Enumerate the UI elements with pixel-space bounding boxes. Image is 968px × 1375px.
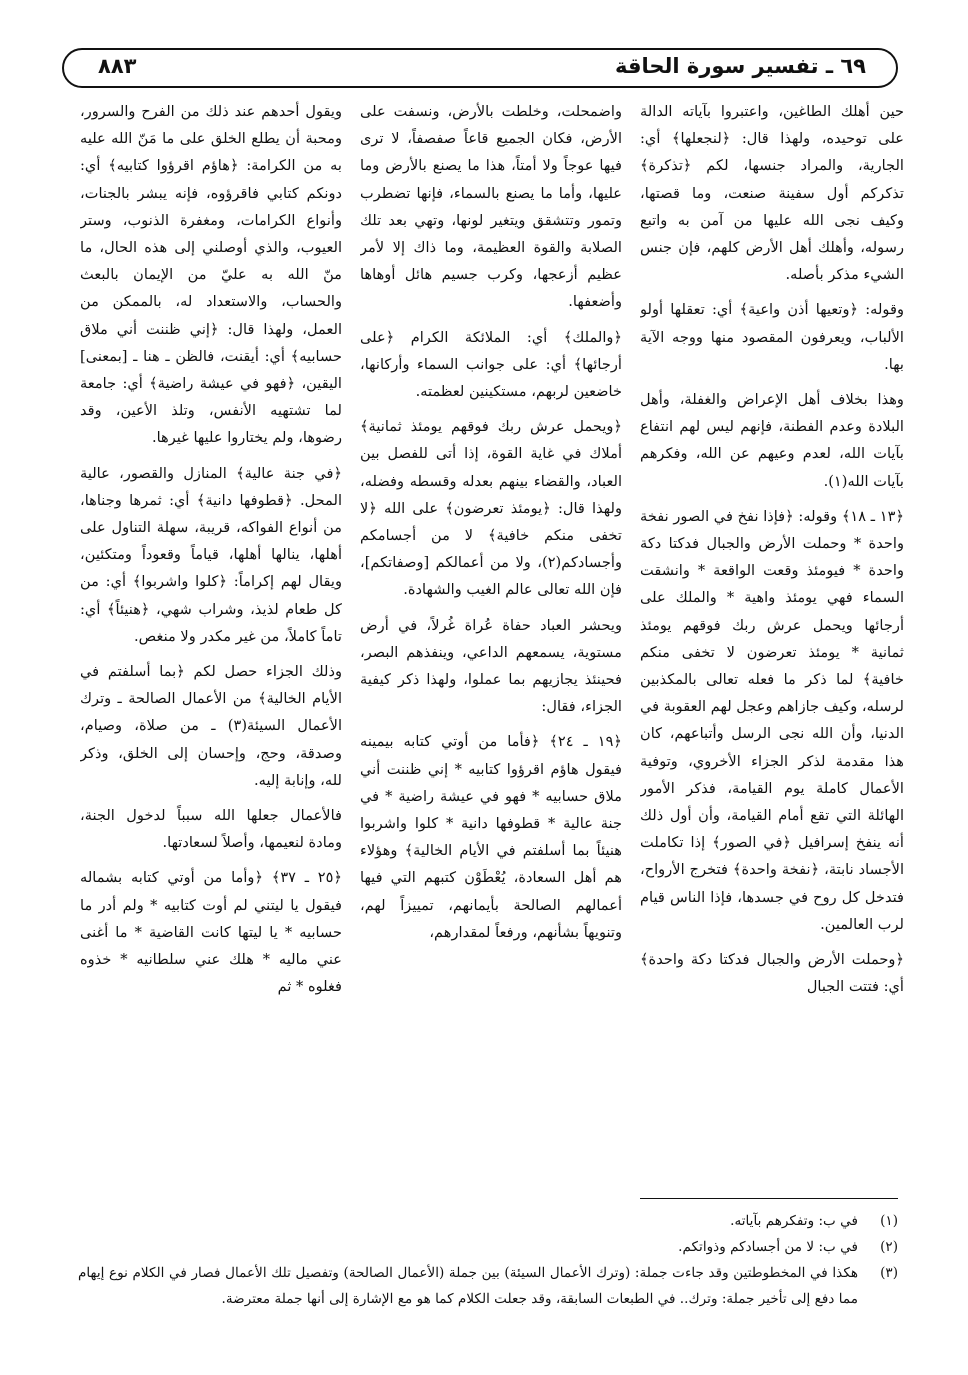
paragraph: فالأعمال جعلها الله سبباً لدخول الجنة، ومادة لنعيمها، وأصلاً لسعادتها. xyxy=(80,807,342,852)
paragraph: وقوله: ﴿وتعيها أذن واعية﴾ أي: تعقلها أولو الألباب، ويعرفون المقصود منها ووجه الآية بها. xyxy=(640,301,904,373)
running-title: ٦٩ ـ تفسير سورة الحاقة xyxy=(615,54,866,78)
paragraph: حين أهلك الطاغين، واعتبروا بآياته الدالة على توحيده، ولهذا قال: ﴿لنجعلها﴾ أي: الجارية، والمراد جنسها، لكم ﴿تذكرة﴾ تذكركم أول سفينة صنعت، وما قصتها، وكيف نجى الله عليها من آمن به واتبع رسوله، وأهلك أهل الأرض كلهم، فإن جنس الشيء مذكر بأصله. xyxy=(640,103,904,284)
paragraph: ﴿٢٥ ـ ٣٧﴾ ﴿وأما من أوتي كتابه بشماله فيقول يا ليتني لم أوت كتابيه * ولم أدر ما حسابيه * يا ليتها كانت القاضية * ما أغنى عني ماليه * هلك عني سلطانيه * خذوه فغلوه * ثم xyxy=(80,869,342,996)
paragraph: ﴿في جنة عالية﴾ المنازل والقصور، عالية المحل. ﴿قطوفها دانية﴾ أي: ثمرها وجناها، من أنواع الفواكه، قريبة، سهلة التناول على أهلها، ينالها أهلها، قياماً وقعوداً ومتكئين، ويقال لهم إكراماً: ﴿كلوا واشربوا﴾ أي: من كل طعام لذيذ، وشراب شهي، ﴿هنيئاً﴾ أي: تاماً كاملاً، من غير مكدر ولا منغص. xyxy=(80,464,342,645)
footnote-text: في ب: وتفكرهم بآياته. xyxy=(730,1213,858,1229)
footnotes xyxy=(78,1208,898,1312)
paragraph: ﴿١٩ ـ ٢٤﴾ ﴿فأما من أوتي كتابه بيمينه فيقول هاؤم اقرؤوا كتابيه * إني ظننت أني ملاق حسابيه * فهو في عيشة راضية * في جنة عالية * قطوفها دانية * كلوا واشربوا هنيئاً بما أسلفتم في الأيام الخالية﴾ وهؤلاء هم أهل السعادة، يُعْطَوْن كتبهم التي فيها أعمالهم الصالحة بأيمانهم، تمييزاً لهم، وتنويهاً بشأنهم، ورفعاً لمقدارهم، xyxy=(360,733,622,941)
text-column-right xyxy=(640,98,904,1193)
page-header xyxy=(62,48,898,88)
footnote xyxy=(78,1234,898,1260)
paragraph: ﴿١٣ ـ ١٨﴾ وقوله: ﴿فإذا نفخ في الصور نفخة واحدة * وحملت الأرض والجبال فدكتا دكة واحدة * فيومئذ وقعت الواقعة * وانشقت السماء فهي يومئذ واهية * والملك على أرجائها ويحمل عرش ربك فوقهم يومئذ ثمانية * يومئذ تعرضون لا تخفى منكم خافية﴾ لما ذكر ما فعله تعالى بالمكذبين لرسله، وكيف جازاهم وعجل لهم العقوبة في الدنيا، وأن الله نجى الرسل وأتباعهم، كان هذا مقدمة لذكر الجزاء الأخروي، وتوفية الأعمال كاملة يوم القيامة، فذكر الأمور الهائلة التي تقع أمام القيامة، وأن أول ذلك أنه ينفخ إسرافيل ﴿في الصور﴾ إذا تكاملت الأجساد نابتة، ﴿نفخة واحدة﴾ فتخرج الأرواح، فتدخل كل روح في جسدها، فإذا الناس قيام لرب العالمين. xyxy=(640,507,904,933)
text-column-left xyxy=(80,98,342,1193)
paragraph: واضمحلت، وخلطت بالأرض، ونسفت على الأرض، فكان الجميع قاعاً صفصفاً، لا ترى فيها عوجاً ولا أمتاً، هذا ما يصنع بالأرض وما عليها، وأما ما يصنع بالسماء، فإنها تضطرب وتمور وتتشقق ويتغير لونها، وتهي بعد تلك الصلابة والقوة العظيمة، وما ذاك إلا لأمر عظيم أزعجها، وكرب جسيم هائل أوهاها وأضعفها. xyxy=(360,103,622,311)
paragraph: ﴿والملك﴾ أي: الملائكة الكرام ﴿على أرجائها﴾ أي: على جوانب السماء وأركانها، خاضعين لربهم، مستكينين لعظمته. xyxy=(360,328,622,401)
footnote xyxy=(78,1260,898,1312)
footnote-divider xyxy=(640,1198,898,1199)
paragraph: وذلك الجزاء حصل لكم ﴿بما أسلفتم في الأيام الخالية﴾ من الأعمال الصالحة ـ وترك الأعمال السيئة(٣) ـ من صلاة، وصيام، وصدقة، وحج، وإحسان إلى الخلق، وذكر لله، وإنابة إليه. xyxy=(80,663,342,789)
footnote xyxy=(78,1208,898,1234)
paragraph: وهذا بخلاف أهل الإعراض والغفلة، وأهل البلادة وعدم الفطنة، فإنهم ليس لهم انتفاع بآيات الله، لعدم وعيهم عن الله، وفكرهم بآيات الله(١). xyxy=(640,391,904,490)
paragraph: ﴿ويحمل عرش ربك فوقهم يومئذ ثمانية﴾ أملاك في غاية القوة، إذا أتى للفصل بين العباد، والقضاء بينهم بعدله وقسطه وفضله، ولهذا قال: ﴿يومئذ تعرضون﴾ على الله ﴿لا تخفى منكم خافية﴾ لا من أجسامكم وأجسادكم(٢)، ولا من أعمالكم [وصفاتكم]، فإن الله تعالى عالم الغيب والشهادة. xyxy=(360,418,622,599)
paragraph: ﴿وحملت الأرض والجبال فدكتا دكة واحدة﴾ أي: فتتت الجبال xyxy=(640,951,904,996)
footnote-number: (١) xyxy=(880,1213,898,1229)
footnote-number: (٣) xyxy=(880,1265,898,1281)
paragraph: ويقول أحدهم عند ذلك من الفرح والسرور، ومحبة أن يطلع الخلق على ما مَنّ الله عليه به من الكرامة: ﴿هاؤم اقرؤوا كتابيه﴾ أي: دونكم كتابي فاقرؤوه، فإنه يبشر بالجنات، وأنواع الكرامات، ومغفرة الذنوب، وستر العيوب، والذي أوصلني إلى هذه الحال، ما منّ الله به عليّ من الإيمان بالبعث والحساب، والاستعداد له، بالممكن من العمل، ولهذا قال: ﴿إني ظننت أني ملاق حسابيه﴾ أي: أيقنت، فالظن ـ هنا ـ [بمعنى] اليقين، ﴿فهو في عيشة راضية﴾ أي: جامعة لما تشتهيه الأنفس، وتلذ الأعين، وقد رضوها، ولم يختاروا عليها غيرها. xyxy=(80,103,342,447)
text-column-middle xyxy=(360,98,622,1193)
footnote-number: (٢) xyxy=(880,1239,898,1255)
footnote-text: في ب: لا من أجسادكم وذواتكم. xyxy=(678,1239,858,1255)
footnote-text: هكذا في المخطوطتين وقد جاءت جملة: (وترك الأعمال السيئة) بين جملة (الأعمال الصالحة) وتفصيل تلك الأعمال فصار في الكلام نوع إيهام مما دفع إلى تأخير جملة: وترك.. في الطبعات السابقة، وقد جعلت الكلام كما هو مع الإشارة إلى أنها جملة معترضة. xyxy=(78,1265,858,1307)
paragraph: ويحشر العباد حفاة عُراة غُرلاً، في أرض مستوية، يسمعهم الداعي، وينفذهم البصر، فحينئذ يجازيهم بما عملوا، ولهذا ذكر كيفية الجزاء، فقال: xyxy=(360,616,622,716)
page-number: ٨٨٣ xyxy=(98,54,137,78)
